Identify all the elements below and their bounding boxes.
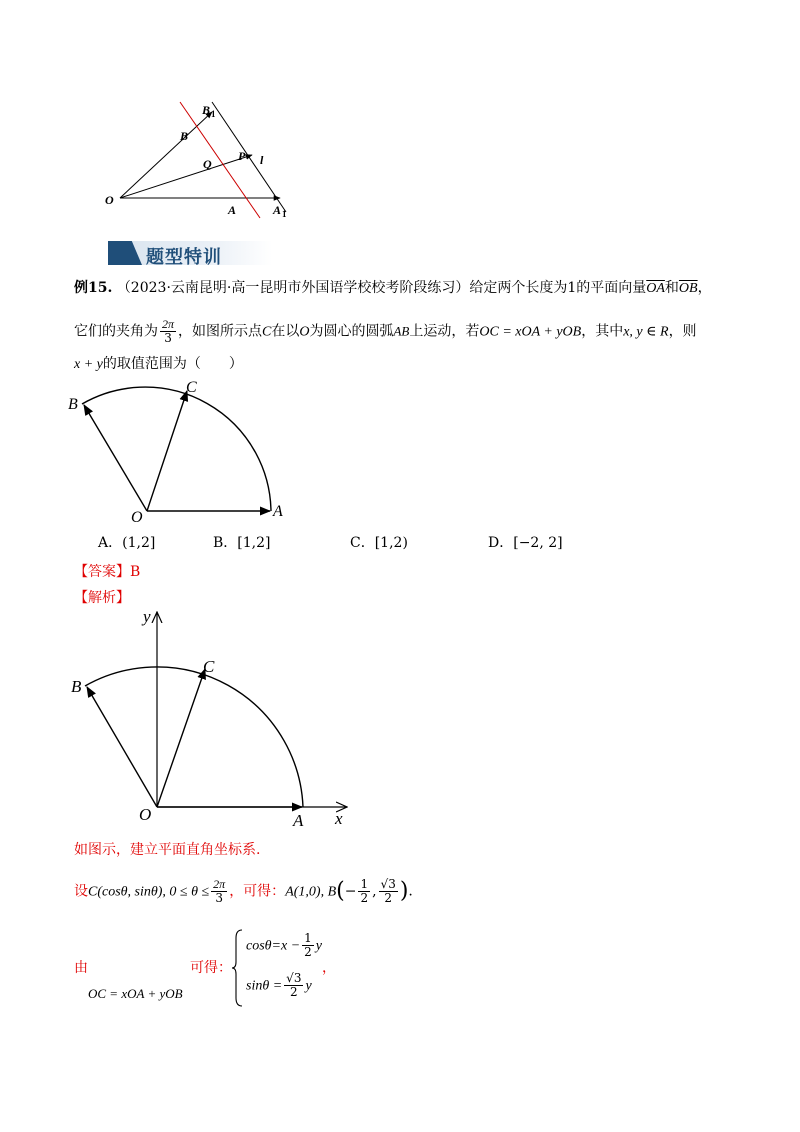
line-red-2 xyxy=(212,102,286,212)
section-title: 题型特训 xyxy=(146,247,222,268)
analysis-line-3-ke: 可得： xyxy=(190,960,232,976)
vector-OB1 xyxy=(120,112,212,198)
svg-text:O: O xyxy=(139,805,152,824)
main-equation: OC = xOA + yOB xyxy=(479,324,582,340)
vector-OA: $\overline{OA}$ xyxy=(646,281,665,296)
vector-OB xyxy=(84,405,147,511)
label-A1-sub: 1 xyxy=(282,209,287,219)
svg-text:y: y xyxy=(143,607,151,626)
system-eq-2: sinθ = $\frac{√3}{2}$ y xyxy=(246,971,312,999)
analysis-line-3-you: 由 xyxy=(74,960,88,976)
arc-AB: AB xyxy=(393,323,410,339)
svg-text:O: O xyxy=(131,509,143,526)
label-O: O xyxy=(105,193,114,207)
svg-text:C: C xyxy=(186,379,197,396)
vector-OP xyxy=(120,155,252,198)
analysis-equation: OC = xOA + yOB xyxy=(88,986,183,1001)
svg-text:C: C xyxy=(203,657,215,676)
system-end: ， xyxy=(322,960,336,976)
problem-source: （2023·云南昆明·高一昆明市外国语学校校考阶段练习）给定两个长度为1的平面向量 xyxy=(116,280,647,296)
label-B1-sub: 1 xyxy=(211,109,216,119)
problem-line-1: 例15. （2023·云南昆明·高一昆明市外国语学校校考阶段练习）给定两个长度为1的平面向量$\overline{OA}$和$\overline{OB}$， xyxy=(74,280,712,296)
analysis-line-2: 设C(cosθ, sinθ), 0 ≤ θ ≤ $\frac{2\pi}{3}$ ，可得：A(1,0), B(− $\frac{1}{2}$ , $\frac{√3}{2}$ ). xyxy=(74,877,413,905)
vector-OC xyxy=(147,391,187,511)
analysis-label: 【解析】 xyxy=(74,590,130,606)
arc-AB-coord xyxy=(85,667,303,807)
vector-OB-coord xyxy=(87,687,157,807)
svg-text:x: x xyxy=(335,809,343,828)
vector-OB: $\overline{OB}$ xyxy=(678,281,698,296)
brace xyxy=(232,928,244,1008)
option-a[interactable]: A．(1,2] xyxy=(98,535,156,551)
figure-arc xyxy=(65,378,295,528)
problem-line-2: 它们的夹角为 $\frac{2\pi}{3}$ ，如图所示点C在以O为圆心的圆弧AB上运动，若OC = xOA + yOB，其中x, y ∈ R，则 xyxy=(74,317,697,345)
label-A1: A xyxy=(273,203,282,217)
label-B1: B xyxy=(202,103,211,117)
option-b[interactable]: B．[1,2] xyxy=(213,535,271,551)
svg-text:A: A xyxy=(293,811,304,830)
label-P: P xyxy=(238,149,246,163)
line-red-1 xyxy=(180,102,260,218)
label-Q: Q xyxy=(203,157,212,171)
svg-text:A: A xyxy=(273,503,283,520)
analysis-line-1: 如图示，建立平面直角坐标系. xyxy=(74,842,261,858)
option-c[interactable]: C．[1,2) xyxy=(350,535,408,551)
problem-line-3: x + y的取值范围为（ ） xyxy=(74,356,243,372)
label-B: B xyxy=(180,129,189,143)
label-l: l xyxy=(260,153,264,167)
system-eq-1: cosθ=x − $\frac{1}{2}$ y xyxy=(246,931,323,959)
answer-label: 【答案】B xyxy=(74,564,141,580)
svg-text:B: B xyxy=(68,396,78,413)
figure-coordinate xyxy=(65,602,365,832)
svg-text:B: B xyxy=(71,677,82,696)
angle-fraction: $\frac{2\pi}{3}$ xyxy=(162,317,175,345)
problem-number: 例15. xyxy=(74,280,113,296)
label-A: A xyxy=(228,203,237,217)
figure-vector-lines xyxy=(100,100,300,225)
option-d[interactable]: D．[−2, 2] xyxy=(488,535,563,551)
vector-OC-coord xyxy=(157,669,205,807)
